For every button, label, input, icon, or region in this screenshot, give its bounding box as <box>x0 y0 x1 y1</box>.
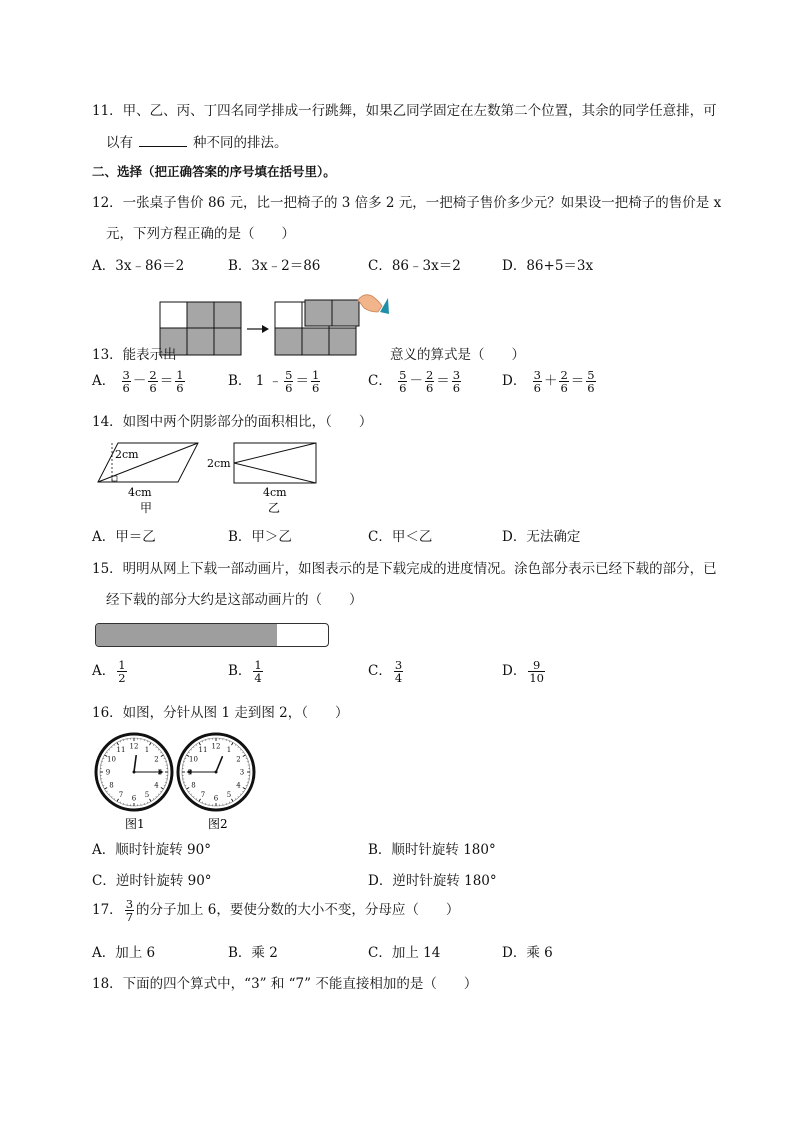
fraction-numerator: 2 <box>149 368 157 382</box>
q12-option-d[interactable]: D．86+5＝3x <box>502 258 594 274</box>
clock-1 <box>96 734 172 810</box>
fraction-denominator: 6 <box>425 381 434 395</box>
option-label: C． <box>368 663 392 679</box>
q15-option-b[interactable] <box>228 659 265 684</box>
q14-figure <box>92 440 332 518</box>
q14-option-c[interactable]: C．甲＜乙 <box>368 529 433 545</box>
clock-number: 11 <box>116 745 126 754</box>
q13-stem-b: 意义的算式是（ ） <box>390 347 525 363</box>
fraction-numerator: 3 <box>394 658 403 672</box>
operator: － <box>409 373 423 389</box>
operator: － <box>132 373 147 389</box>
clock-center <box>133 771 136 774</box>
clock-number: 2 <box>236 755 241 764</box>
fig2-height-label: 2cm <box>207 457 231 470</box>
clock-number: 11 <box>198 745 208 754</box>
fraction-denominator: 6 <box>176 381 184 395</box>
equals: ＝ <box>570 373 585 389</box>
option-label: A． <box>92 373 116 389</box>
clock-2 <box>178 734 254 810</box>
fig1-height-label: 2cm <box>115 448 139 461</box>
fraction-numerator: 1 <box>254 658 262 672</box>
q17-text: 的分子加上 6，要使分数的大小不变，分母应（ ） <box>136 902 460 918</box>
q16-stem: 16．如图，分针从图 1 走到图 2，（ ） <box>92 705 349 721</box>
q17-stem <box>92 898 459 923</box>
fraction-denominator: 6 <box>149 381 157 395</box>
clock-number: 1 <box>144 745 150 754</box>
fraction-denominator: 6 <box>285 381 293 395</box>
q13-option-c[interactable] <box>368 369 463 394</box>
fraction-numerator: 1 <box>118 658 126 672</box>
fraction-denominator: 6 <box>399 381 407 395</box>
fraction-denominator: 4 <box>254 671 262 685</box>
option-label: B． <box>228 373 252 389</box>
fig2-name: 乙 <box>268 501 281 515</box>
q15-line2: 经下载的部分大约是这部动画片的（ ） <box>106 592 363 608</box>
progress-fill <box>96 624 277 646</box>
fraction-numerator: 3 <box>122 368 130 382</box>
q15-option-d[interactable] <box>502 659 547 684</box>
fraction-denominator: 2 <box>118 671 126 685</box>
clock-number: 5 <box>226 791 232 800</box>
fraction-numerator: 5 <box>587 368 595 382</box>
q15-option-c[interactable] <box>368 659 405 684</box>
fraction-numerator: 1 <box>311 368 320 382</box>
option-label: D． <box>502 663 527 679</box>
q14-stem: 14．如图中两个阴影部分的面积相比，（ ） <box>92 414 373 430</box>
q13-option-a[interactable] <box>92 369 187 394</box>
option-label: C． <box>368 373 392 389</box>
q12-line2: 元，下列方程正确的是（ ） <box>106 226 295 242</box>
clock-number: 12 <box>129 742 139 751</box>
clock-number: 8 <box>109 781 114 790</box>
q17-option-a[interactable]: A．加上 6 <box>92 945 156 961</box>
q12-line1: 12．一张桌子售价 86 元，比一把椅子的 3 倍多 2 元，一把椅子售价多少元？如果设一把椅子的售价是 x <box>92 195 722 211</box>
fraction-denominator: 6 <box>533 381 541 395</box>
clock-number: 2 <box>154 755 159 764</box>
option-label: B． <box>228 663 252 679</box>
q13-option-d[interactable] <box>502 369 598 394</box>
section-title: 二、选择（把正确答案的序号填在括号里）。 <box>92 164 336 179</box>
q11-text-b: 种不同的排法。 <box>193 135 288 151</box>
fraction-denominator: 4 <box>394 671 403 685</box>
equals: ＝ <box>295 373 309 389</box>
clock-number: 4 <box>154 781 159 790</box>
fraction-numerator: 2 <box>560 368 568 382</box>
q11-line2 <box>106 132 288 153</box>
q13-option-b[interactable] <box>228 369 322 394</box>
clock-number: 6 <box>213 794 219 803</box>
clock-number: 3 <box>239 768 245 777</box>
clock-number: 1 <box>226 745 232 754</box>
grid-after <box>275 300 359 355</box>
clock-number: 6 <box>131 794 137 803</box>
clock-number: 10 <box>189 755 198 764</box>
clock1-label: 图1 <box>125 817 145 831</box>
clock-number: 12 <box>211 742 221 751</box>
rectangle-figure <box>234 443 316 483</box>
q14-option-b[interactable]: B．甲＞乙 <box>228 529 292 545</box>
clock-number: 10 <box>107 755 116 764</box>
clock-number: 9 <box>105 768 111 777</box>
clock-number: 7 <box>200 791 206 800</box>
option-label: D． <box>502 373 527 389</box>
q17-option-d[interactable]: D．乘 6 <box>502 945 553 961</box>
q16-option-a[interactable]: A．顺时针旋转 90° <box>92 842 211 858</box>
clock-number: 5 <box>144 791 150 800</box>
q14-option-d[interactable]: D．无法确定 <box>502 529 581 545</box>
arrow-icon <box>247 325 269 333</box>
fraction-numerator: 1 <box>176 368 184 382</box>
fraction-numerator: 3 <box>452 368 461 382</box>
operator: ＋ <box>543 373 558 389</box>
q17-option-b[interactable]: B．乘 2 <box>228 945 278 961</box>
fraction-numerator: 3 <box>533 368 541 382</box>
fraction-numerator: 2 <box>425 368 434 382</box>
fraction-denominator: 6 <box>122 381 130 395</box>
fraction-numerator: 9 <box>532 658 541 672</box>
q13-stem-a: 13．能表示出 <box>92 347 177 363</box>
equals: ＝ <box>436 373 450 389</box>
q16-option-d[interactable]: D．逆时针旋转 180° <box>368 873 497 889</box>
q16-clocks <box>94 732 264 832</box>
q18-stem: 18．下面的四个算式中，“3” 和 “7” 不能直接相加的是（ ） <box>92 976 478 992</box>
question-number: 17． <box>92 902 123 918</box>
q17-option-c[interactable]: C．加上 14 <box>368 945 441 961</box>
fig2-base-label: 4cm <box>263 486 287 499</box>
q13-figure <box>158 290 398 360</box>
answer-blank[interactable] <box>139 132 187 147</box>
whole-number: 1 <box>255 373 265 389</box>
fraction-denominator: 6 <box>452 381 461 395</box>
q12-option-b[interactable]: B．3x﹣2＝86 <box>228 258 321 274</box>
q11-line1: 11．甲、乙、丙、丁四名同学排成一行跳舞，如果乙同学固定在左数第二个位置，其余的同学任意排，可 <box>92 103 717 119</box>
fig1-base-label: 4cm <box>128 486 152 499</box>
clock-number: 7 <box>118 791 124 800</box>
fraction-numerator: 3 <box>125 897 134 911</box>
q16-option-b[interactable]: B．顺时针旋转 180° <box>368 842 496 858</box>
q14-option-a[interactable]: A．甲＝乙 <box>92 529 156 545</box>
clock-center <box>215 771 218 774</box>
clock-number: 8 <box>191 781 196 790</box>
fraction-denominator: 6 <box>587 381 595 395</box>
fraction-denominator: 10 <box>529 671 544 685</box>
q12-option-a[interactable]: A．3x﹣86＝2 <box>92 258 185 274</box>
operator: ﹣ <box>268 373 283 389</box>
q15-line1: 15．明明从网上下载一部动画片，如图表示的是下载完成的进度情况。涂色部分表示已经下载的部分，已 <box>92 561 717 577</box>
hand-icon <box>358 295 389 314</box>
q12-option-c[interactable]: C．86﹣3x＝2 <box>368 258 461 274</box>
fraction-denominator: 6 <box>311 381 320 395</box>
q15-option-a[interactable] <box>92 659 129 684</box>
option-label: A． <box>92 663 116 679</box>
fraction-numerator: 5 <box>399 368 407 382</box>
clock-number: 4 <box>236 781 241 790</box>
fraction-denominator: 7 <box>125 910 134 924</box>
download-progress-bar <box>95 623 329 647</box>
fraction-denominator: 6 <box>560 381 568 395</box>
clock2-label: 图2 <box>208 817 228 831</box>
fraction-numerator: 5 <box>285 368 293 382</box>
fig1-name: 甲 <box>140 501 153 515</box>
q16-option-c[interactable]: C．逆时针旋转 90° <box>92 873 212 889</box>
parallelogram-figure <box>98 443 198 482</box>
q11-text-a: 以有 <box>106 135 133 151</box>
equals: ＝ <box>159 373 174 389</box>
